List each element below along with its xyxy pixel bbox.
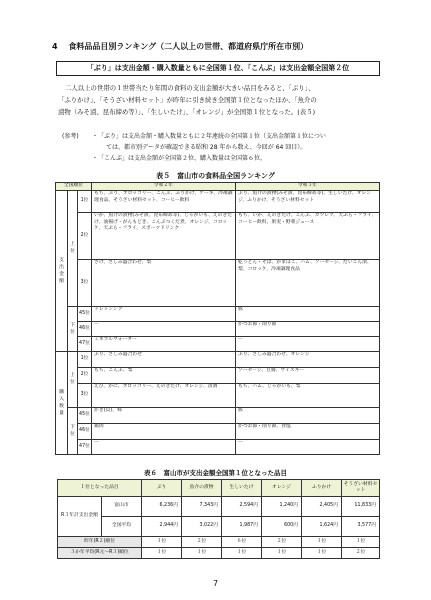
rank-cell: 47位 (78, 337, 92, 352)
rank-value: ２位 (262, 537, 302, 548)
table6 (57, 479, 380, 559)
table5 (55, 182, 380, 455)
table-row (56, 384, 380, 408)
items-r3: かつお節・削り節 (236, 322, 380, 337)
items-r2: いか、魚介の漬物(みそ漬、昆布締め等)、じゃがいも、えのきたけ、油揚げ・がんもどき、こんぶつくだ煮、オレンジ、コロッケ、天ぷら・フライ、スポーツドリンク (92, 213, 236, 260)
rank-value: １位 (302, 548, 342, 559)
value-cell: 7,343円 (182, 497, 222, 517)
subgroup-label: 上位 (70, 373, 75, 386)
table6-header (58, 480, 380, 497)
value-cell: 2,594円 (222, 497, 262, 517)
items-r3: かつお節・削り節、食塩 (236, 424, 380, 440)
value-cell: 1,987円 (222, 517, 262, 537)
items-r3: 乾うどん・そば、かまぼこ、ハム、ソーセージ、だいこん漬、梨、コロッケ、冷凍調理食品 (236, 260, 380, 307)
rank-value: ６位 (222, 537, 262, 548)
items-r2: ー (92, 322, 236, 337)
items-r2: ドレッシング (92, 307, 236, 322)
reference-item: 「こんぶ」は支出金額が全国第２位、購入数量は全国第６位。 (98, 155, 267, 162)
items-r2: さけ、さしみ盛合わせ、梨 (92, 260, 236, 307)
rank-cell: 46位 (78, 322, 92, 337)
table-row (56, 337, 380, 352)
rank-value: ２位 (182, 537, 222, 548)
items-r2: もち、ぶり、ブロッコリー、こんぶ、ふりかけ、ケーキ、冷凍調理食品、そうざい材料セット、コーヒー飲料 (92, 191, 236, 213)
items-r3: 豚 (236, 307, 380, 322)
table-row (58, 517, 380, 537)
reference-item-cont: ては、都市別データが確認できる昭和 28 年から数え、今回が 64 回目）。 (106, 144, 307, 151)
table5-header-rank: 全国順位 (56, 183, 92, 191)
column-header: ぶり (142, 480, 182, 497)
rank-cell: 2位 (78, 368, 92, 384)
items-r3: もち、ハム、じゃがいも、梨 (236, 384, 380, 408)
table-row (56, 322, 380, 337)
reference-label: (参考) (62, 133, 79, 140)
group-label: 支出金額 (59, 257, 64, 284)
rank-cell: 1位 (78, 191, 92, 213)
rank-cell: 47位 (78, 440, 92, 455)
value-cell: 3,577円 (342, 517, 380, 537)
value-cell: 1,624円 (302, 517, 342, 537)
value-cell: 600円 (262, 517, 302, 537)
row-label: ３か年平均(R元～R３)順位 (58, 548, 142, 559)
subgroup-label: 上位 (70, 242, 75, 255)
table-row (56, 352, 380, 368)
value-cell: 3,022円 (182, 517, 222, 537)
table-row (56, 307, 380, 322)
table-row (58, 548, 380, 559)
rank-value: １位 (302, 537, 342, 548)
spending-group-label: R３年計支出金額 (58, 497, 102, 537)
body-line: 漬物（みそ漬、昆布締め等）」、「生しいたけ」、「オレンジ」が全国第１位となった。(表５) (58, 108, 316, 116)
items-r3: ソーセージ、豆腐、ウイスキー (236, 368, 380, 384)
items-r2: かき(貝)、柿 (92, 408, 236, 424)
table5-header (56, 183, 380, 191)
rank-cell: 3位 (78, 260, 92, 307)
rank-value: ２位 (342, 548, 380, 559)
rank-value: １位 (142, 548, 182, 559)
items-r2: えび、かに、ブロッコリー、えのきたけ、オレンジ、清酒 (92, 384, 236, 408)
table5-title: 表５ 富山市の食料品全国ランキング (156, 172, 275, 180)
page-number: 7 (212, 579, 219, 588)
rank-value: １位 (262, 548, 302, 559)
subgroup-label: 下位 (70, 322, 75, 335)
items-r2: ミネラルウォーター (92, 337, 236, 352)
value-cell: 2,944円 (142, 517, 182, 537)
table-row (56, 260, 380, 307)
value-cell: 2,405円 (302, 497, 342, 517)
rank-value: １位 (222, 548, 262, 559)
rank-cell: 45位 (78, 408, 92, 424)
table-row (56, 424, 380, 440)
section-heading (52, 41, 308, 52)
row-label: 富山市 (102, 497, 142, 517)
column-header: そうざい材料セット (342, 480, 380, 497)
column-header: 魚介の漬物 (182, 480, 222, 497)
body-line: 二人以上の世帯の１世帯当たり年間の食料の支出金額が大きい品目をみると、「ぶり」、 (65, 84, 315, 92)
items-r3: ー (236, 337, 380, 352)
items-r3: 豚 (236, 408, 380, 424)
group-label: 購入数量 (59, 389, 64, 416)
rank-cell: 46位 (78, 424, 92, 440)
table-row (56, 213, 380, 260)
subgroup-label: 下位 (70, 424, 75, 437)
reference-bullet: ・ (92, 133, 99, 140)
highlight-box: 「ぶり」は支出金額・購入数量ともに全国第１位、「こんぶ」は支出金額全国第２位 (56, 61, 380, 76)
table6-header-item: １位となった品目 (58, 480, 142, 497)
items-r3: もち、いか、えのきたけ、こんぶ、カツレツ、天ぷら・フライ、コーヒー飲料、果実・野菜ジュース (236, 213, 380, 260)
table-row (56, 368, 380, 384)
rank-value: １位 (142, 537, 182, 548)
items-r3: ぶり、魚介の漬物(みそ漬、昆布締め等)、生しいたけ、オレンジ、ふりかけ、そうざい材料セット (236, 191, 380, 213)
reference-notes (62, 131, 382, 164)
column-header: ふりかけ (302, 480, 342, 497)
items-r3: ぶり、さしみ盛合わせ、オレンジ (236, 352, 380, 368)
row-label: 昨年(R２)順位 (58, 537, 142, 548)
items-r2: ぶり、さしみ盛合わせ (92, 352, 236, 368)
items-r2: ー (92, 440, 236, 455)
section-title: 食料品品目別ランキング（二人以上の世帯、都道府県庁所在市別） (68, 42, 309, 51)
table-row (56, 191, 380, 213)
items-r2: もち、こんぶ、梨 (92, 368, 236, 384)
value-cell: 11,833円 (342, 497, 380, 517)
reference-bullet: ・ (92, 155, 99, 162)
table-row (58, 537, 380, 548)
table-row (56, 408, 380, 424)
column-header: 生しいたけ (222, 480, 262, 497)
column-header: オレンジ (262, 480, 302, 497)
body-paragraph (58, 82, 380, 118)
rank-cell: 45位 (78, 307, 92, 322)
reference-item: 「ぶり」は支出金額・購入数量ともに２年連続の全国第１位（支出金額第１位につい (98, 133, 326, 140)
rank-value: １位 (342, 537, 380, 548)
value-cell: 6,236円 (142, 497, 182, 517)
row-label: 全国平均 (102, 517, 142, 537)
rank-cell: 3位 (78, 384, 92, 408)
section-number: 4 (52, 42, 58, 51)
items-r3: ー (236, 440, 380, 455)
table5-header-r3: 令和３年 (236, 183, 380, 191)
body-line: 「ふりかけ」、「そうざい材料セット」が昨年に引き続き全国第１位となったほか、「魚介の (58, 96, 317, 104)
table5-header-r2: 令和２年 (92, 183, 236, 191)
table-row (56, 440, 380, 455)
rank-cell: 1位 (78, 352, 92, 368)
value-cell: 1,240円 (262, 497, 302, 517)
rank-cell: 2位 (78, 213, 92, 260)
table-row (58, 497, 380, 517)
items-r2: 鶏肉 (92, 424, 236, 440)
rank-value: １位 (182, 548, 222, 559)
table6-title: 表６ 富山市が支出金額全国第１位となった品目 (144, 469, 287, 477)
